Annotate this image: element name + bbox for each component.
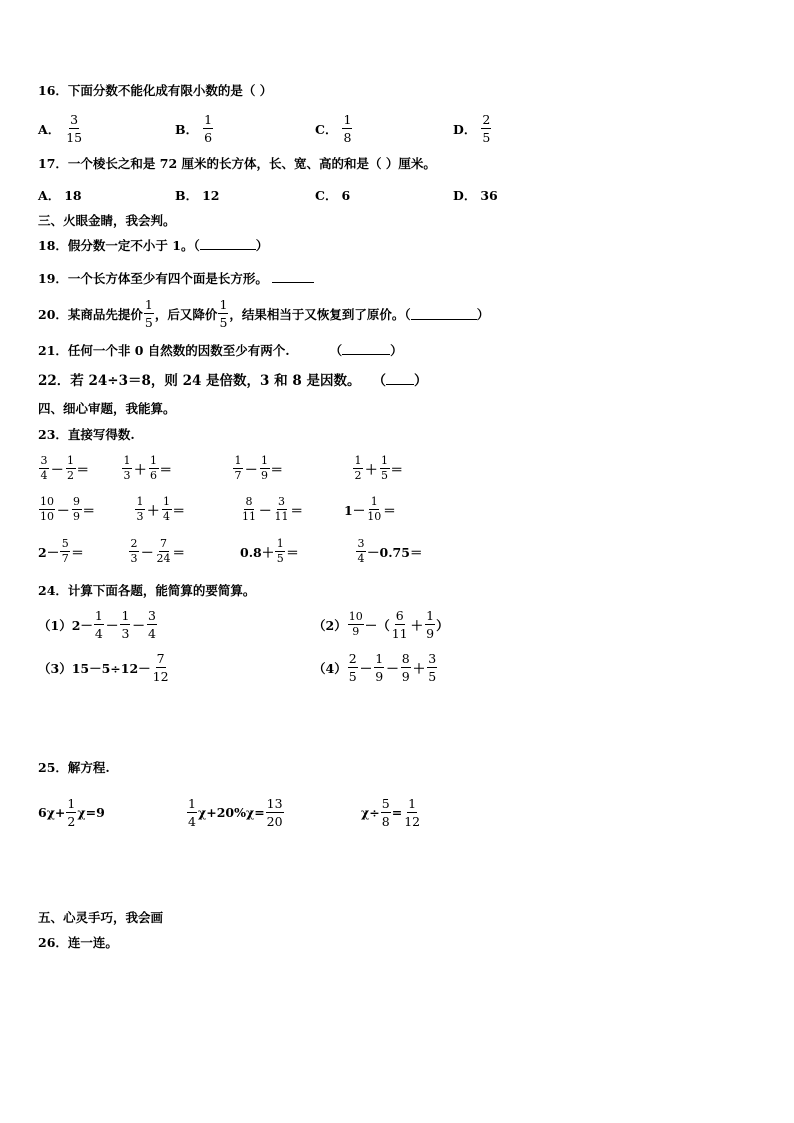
question-20 (38, 297, 489, 330)
equation-1: 6χ+ $\frac{1}{2}$ χ=9 (38, 796, 105, 829)
question-24-title: 24．计算下面各题，能简算的要简算。 (38, 583, 256, 598)
option-label: C． (315, 121, 338, 137)
option-label: D． (453, 188, 477, 203)
question-23-title: 23．直接写得数. (38, 427, 135, 442)
fraction: 7 24 (156, 537, 171, 565)
fraction: 5 7 (61, 537, 69, 565)
option-value: 36 (480, 187, 498, 203)
calc-item: 10 10 － 9 9 ＝ (40, 495, 96, 523)
calc-item: 1 7 － 1 9 ＝ (234, 454, 284, 482)
question-25-title: 25．解方程. (38, 760, 110, 775)
fraction: 1 8 (343, 112, 352, 145)
option-label: C． (315, 188, 338, 203)
calc-item: 1－ 1 10 ＝ (344, 495, 396, 523)
paren-close: ） (413, 373, 428, 389)
fraction: 3 5 (428, 651, 437, 684)
section-4-heading: 四、细心审题，我能算。 (38, 401, 176, 416)
option-value: 18 (64, 187, 82, 203)
fraction: 1 7 (234, 454, 242, 482)
fraction: 3 4 (357, 537, 365, 565)
question-26: 26．连一连。 (38, 935, 118, 950)
fraction: 3 4 (40, 454, 48, 482)
fraction: 1 3 (136, 495, 144, 523)
q17-option-c[interactable] (315, 186, 350, 204)
fraction: 1 10 (367, 495, 382, 523)
paren-close: ） (476, 306, 490, 322)
calc-item: 0.8＋ 1 5 ＝ (240, 537, 299, 565)
fraction: 1 3 (121, 608, 130, 641)
fraction: 1 4 (188, 796, 196, 829)
question-18-text: 18．假分数一定不小于 1。（ (38, 238, 200, 253)
q16-option-d[interactable] (453, 112, 492, 145)
fraction: $\frac{1}{12}$ (404, 796, 421, 829)
fraction: 7 12 (152, 651, 169, 684)
fraction: 3 15 (66, 112, 83, 145)
question-18 (38, 237, 268, 255)
fraction: 9 9 (73, 495, 81, 523)
answer-blank[interactable] (411, 307, 477, 320)
answer-blank[interactable] (386, 372, 414, 385)
section-3-heading: 三、火眼金睛，我会判。 (38, 213, 176, 228)
q24-problem-4: （4） 2 5 － 1 9 － 8 9 ＋ 3 5 (313, 651, 437, 684)
fraction: 1 9 (375, 651, 384, 684)
option-label: B． (175, 188, 199, 203)
question-19 (38, 270, 314, 288)
question-19-text: 19．一个长方体至少有四个面是长方形。 (38, 271, 268, 286)
calc-item: 3 4 － 1 2 ＝ (40, 454, 90, 482)
question-21 (38, 342, 403, 360)
option-label: A． (38, 188, 61, 203)
fraction: 8 9 (401, 651, 410, 684)
fraction: 8 11 (242, 495, 256, 523)
question-16-text: 16．下面分数不能化成有限小数的是（ ） (38, 83, 273, 98)
fraction: 1 5 (219, 297, 228, 330)
option-value: 6 (341, 187, 351, 203)
q16-option-b[interactable] (175, 112, 214, 145)
calc-item: 1 3 ＋ 1 6 ＝ (123, 454, 173, 482)
fraction: 1 3 (123, 454, 131, 482)
calc-item: 8 11 － 3 11 ＝ (242, 495, 304, 523)
fraction: 1 9 (261, 454, 269, 482)
fraction: 6 11 (391, 608, 408, 641)
question-20-text: ，后又降价 (154, 306, 218, 322)
calc-item: 2－ 5 7 ＝ (38, 537, 84, 565)
question-21-text: 21．任何一个非 0 自然数的因数至少有两个. (38, 343, 290, 358)
fraction: $\frac{13}{20}$ (266, 796, 283, 829)
fraction: 1 4 (163, 495, 171, 523)
q16-option-c[interactable] (315, 112, 353, 145)
question-20-text: 20．某商品先提价 (38, 306, 143, 322)
fraction: $\frac{5}{8}$ (381, 796, 390, 829)
paren-open: （ (372, 373, 386, 389)
fraction: 10 10 (40, 495, 54, 523)
option-label: B． (175, 121, 199, 137)
q24-problem-3: （3）15－5÷12－ 7 12 (38, 651, 169, 684)
calc-item: 2 3 － 7 24 ＝ (130, 537, 186, 565)
answer-blank[interactable] (342, 342, 390, 355)
fraction: 2 5 (348, 651, 357, 684)
fraction: 2 5 (482, 112, 491, 145)
answer-blank[interactable] (272, 270, 314, 283)
question-20-text: ，结果相当于又恢复到了原价。（ (229, 306, 411, 322)
fraction: 1 5 (144, 297, 153, 330)
fraction: 1 2 (67, 454, 75, 482)
paren-close: ） (255, 238, 269, 253)
section-5-heading: 五、心灵手巧，我会画 (38, 910, 164, 925)
fraction: 1 2 (354, 454, 362, 482)
calc-item: 1 2 ＋ 1 5 ＝ (354, 454, 404, 482)
equation-3: χ÷ $\frac{5}{8}$ = $\frac{1}{12}$ (361, 796, 421, 829)
fraction: $\frac{1}{2}$ (67, 796, 76, 829)
question-17-text: 17．一个棱长之和是 72 厘米的长方体，长、宽、高的和是（ ）厘米。 (38, 156, 436, 171)
q17-option-d[interactable] (453, 186, 498, 204)
q24-problem-2: （2） 10 9 －（ 6 11 ＋ 1 9 ） (313, 608, 449, 641)
calc-item: 1 3 ＋ 1 4 ＝ (136, 495, 186, 523)
fraction: 1 6 (204, 112, 213, 145)
fraction: 10 9 (348, 610, 363, 638)
question-22 (38, 372, 427, 390)
calc-item: 3 4 －0.75 ＝ (357, 537, 423, 565)
fraction: 3 4 (147, 608, 156, 641)
fraction: 1 4 (94, 608, 103, 641)
fraction: 2 3 (130, 537, 138, 565)
option-label: A． (38, 121, 61, 137)
q17-option-a[interactable] (38, 186, 82, 204)
option-value: 12 (202, 187, 220, 203)
q16-option-a[interactable] (38, 112, 84, 145)
fraction: 1 6 (150, 454, 158, 482)
fraction: 3 11 (274, 495, 289, 523)
fraction: 1 5 (381, 454, 389, 482)
q24-problem-1: （1）2－ 1 4 － 1 3 － 3 4 (38, 608, 156, 641)
fraction: 1 5 (276, 537, 284, 565)
q17-option-b[interactable] (175, 186, 219, 204)
paren-open: （ (329, 343, 343, 358)
option-label: D． (453, 121, 477, 137)
paren-close: ） (390, 343, 403, 358)
answer-blank[interactable] (200, 237, 256, 250)
question-22-text: 22．若 24÷3＝8，则 24 是倍数，3 和 8 是因数。 (38, 373, 361, 389)
equation-2: 1 4 χ+20%χ= $\frac{13}{20}$ (188, 796, 283, 829)
fraction: 1 9 (426, 608, 435, 641)
